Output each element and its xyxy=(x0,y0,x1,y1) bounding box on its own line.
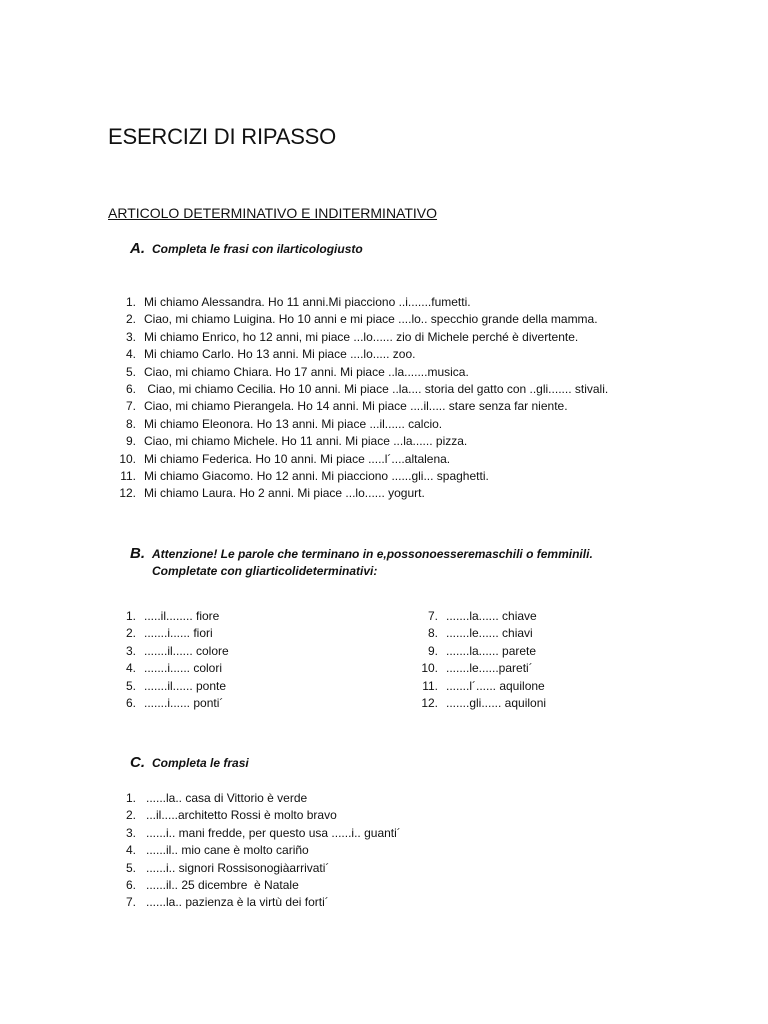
list-item: 4. Mi chiamo Carlo. Ho 13 anni. Mi piace ....lo..... zoo. xyxy=(125,347,416,362)
section-title: ARTICOLO DETERMINATIVO E INDITERMINATIVO xyxy=(108,205,438,221)
list-item: 12. Mi chiamo Laura. Ho 2 anni. Mi piace ...lo...... yogurt. xyxy=(119,486,425,501)
list-item: 5. .......il...... ponte xyxy=(125,678,227,693)
list-item: 1. ......la.. casa di Vittorio è verde xyxy=(125,791,308,805)
exercise-c-instruction: Completa le frasi xyxy=(152,756,249,770)
list-item: 4. ......il.. mio cane è molto cariño xyxy=(125,843,309,858)
list-item: 9. .......la...... parete xyxy=(427,643,537,658)
list-item: 2. .......i...... fiori xyxy=(125,626,213,641)
exercise-b-heading xyxy=(130,545,650,580)
list-item: 8. .......le...... chiavi xyxy=(427,626,533,641)
list-item: 11. Mi chiamo Giacomo. Ho 12 anni. Mi piacciono ......gli... spaghetti. xyxy=(120,468,489,483)
exercise-b-list-left xyxy=(114,608,229,712)
exercise-a-list xyxy=(114,294,608,503)
exercise-a-instruction: Completa le frasi con ilarticologiusto xyxy=(152,242,363,256)
list-item: 7. ......la.. pazienza è la virtù dei forti´ xyxy=(125,895,329,910)
list-item: 6. Ciao, mi chiamo Cecilia. Ho 10 anni. Mi piace ..la.... storia del gatto con ..gli....... stivali. xyxy=(125,381,609,396)
exercise-b-list-right xyxy=(416,608,546,712)
exercise-a-letter: A. xyxy=(130,240,145,257)
list-item: 3. ......i.. mani fredde, per questo usa ......i.. guanti´ xyxy=(125,825,401,840)
page-title: ESERCIZI DI RIPASSO xyxy=(108,124,337,149)
exercise-c-letter: C. xyxy=(130,754,145,771)
list-item: 7. .......la...... chiave xyxy=(427,609,537,623)
list-item: 3. .......il...... colore xyxy=(125,643,229,658)
list-item: 7. Ciao, mi chiamo Pierangela. Ho 14 anni. Mi piace ....il..... stare senza far niente. xyxy=(125,399,568,414)
list-item: 6. .......i...... ponti´ xyxy=(125,695,224,710)
list-item: 6. ......il.. 25 dicembre è Natale xyxy=(125,877,299,892)
list-item: 8. Mi chiamo Eleonora. Ho 13 anni. Mi piace ...il...... calcio. xyxy=(125,416,443,431)
list-item: 1. .....il........ fiore xyxy=(125,609,220,623)
list-item: 5. Ciao, mi chiamo Chiara. Ho 17 anni. Mi piace ..la.......musica. xyxy=(125,364,469,379)
list-item: 1. Mi chiamo Alessandra. Ho 11 anni.Mi piacciono ..i.......fumetti. xyxy=(125,295,471,309)
exercise-c-heading xyxy=(130,754,670,772)
exercise-b-letter: B. xyxy=(130,545,145,562)
exercise-c-list xyxy=(120,790,401,912)
list-item: 5. ......i.. signori Rossisonogiàarrivati´ xyxy=(125,860,330,875)
list-item: 3. Mi chiamo Enrico, ho 12 anni, mi piace ...lo...... zio di Michele perché è divertente. xyxy=(125,329,579,344)
list-item: 11. .......l´...... aquilone xyxy=(422,678,545,693)
list-item: 10. .......le......pareti´ xyxy=(421,661,533,676)
list-item: 4. .......i...... colori xyxy=(125,661,223,676)
list-item: 2. ...il.....architetto Rossi è molto bravo xyxy=(125,808,337,823)
list-item: 12. .......gli...... aquiloni xyxy=(421,695,547,710)
exercise-a-heading xyxy=(130,240,670,258)
list-item: 10. Mi chiamo Federica. Ho 10 anni. Mi piace .....l´....altalena. xyxy=(119,451,451,466)
list-item: 2. Ciao, mi chiamo Luigina. Ho 10 anni e mi piace ....lo.. specchio grande della mamma. xyxy=(125,312,598,327)
list-item: 9. Ciao, mi chiamo Michele. Ho 11 anni. Mi piace ...la...... pizza. xyxy=(125,434,468,449)
exercise-b-instruction: Attenzione! Le parole che terminano in e,possonoesseremaschili o femminili. Completate con gliarticolideterminativi: xyxy=(152,547,593,578)
